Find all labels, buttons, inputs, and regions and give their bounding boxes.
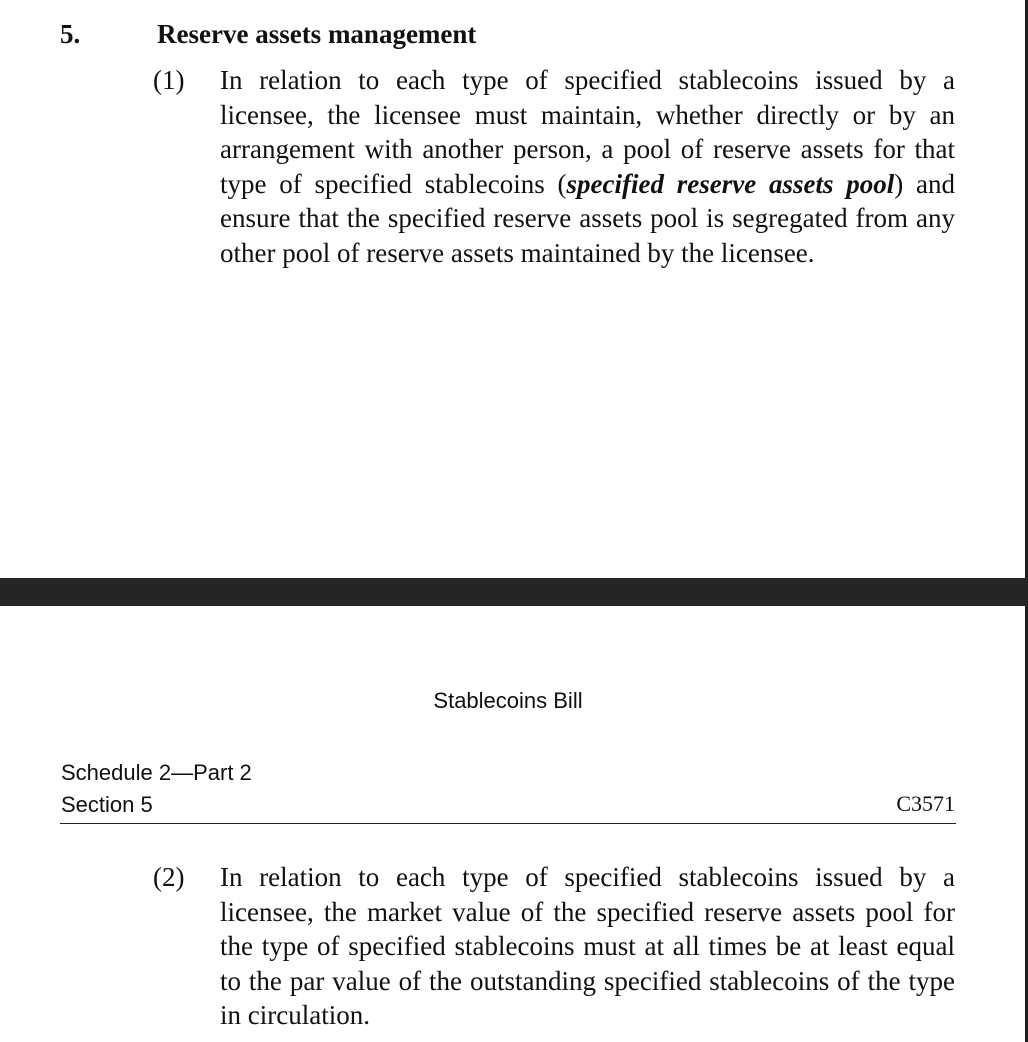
subsection-1-number: (1): [153, 65, 185, 95]
page-code: C3571: [896, 791, 955, 816]
header-rule: [60, 823, 956, 824]
section-heading: Reserve assets management: [157, 19, 477, 49]
page-break-band: [0, 578, 1028, 606]
section-label: Section 5: [61, 792, 153, 817]
subsection-2-number: (2): [153, 862, 185, 892]
subsection-1-text-start: In relation to each type of specified stablecoins issued by a licensee, the licensee must maintain, whether directly or by an arrangement with another person, a pool of reserve assets for that type of specified stablecoins (: [220, 65, 955, 199]
subsection-1-text: [220, 63, 955, 271]
subsection-1-text-end: ) and ensure that the specified reserve assets pool is segregated from any other pool of reserve assets maintained by the licensee.: [220, 168, 955, 268]
defined-term: specified reserve assets pool: [566, 168, 895, 199]
schedule-part-label: Schedule 2—Part 2: [61, 760, 252, 785]
subsection-2-text: In relation to each type of specified stablecoins issued by a licensee, the market value of the specified reserve assets pool for the type of specified stablecoins must at all times be at least equal to the par value of the outstanding specified stablecoins of the type in circulation.: [220, 862, 955, 1031]
section-number: 5.: [60, 19, 81, 49]
bill-title: Stablecoins Bill: [433, 688, 583, 713]
